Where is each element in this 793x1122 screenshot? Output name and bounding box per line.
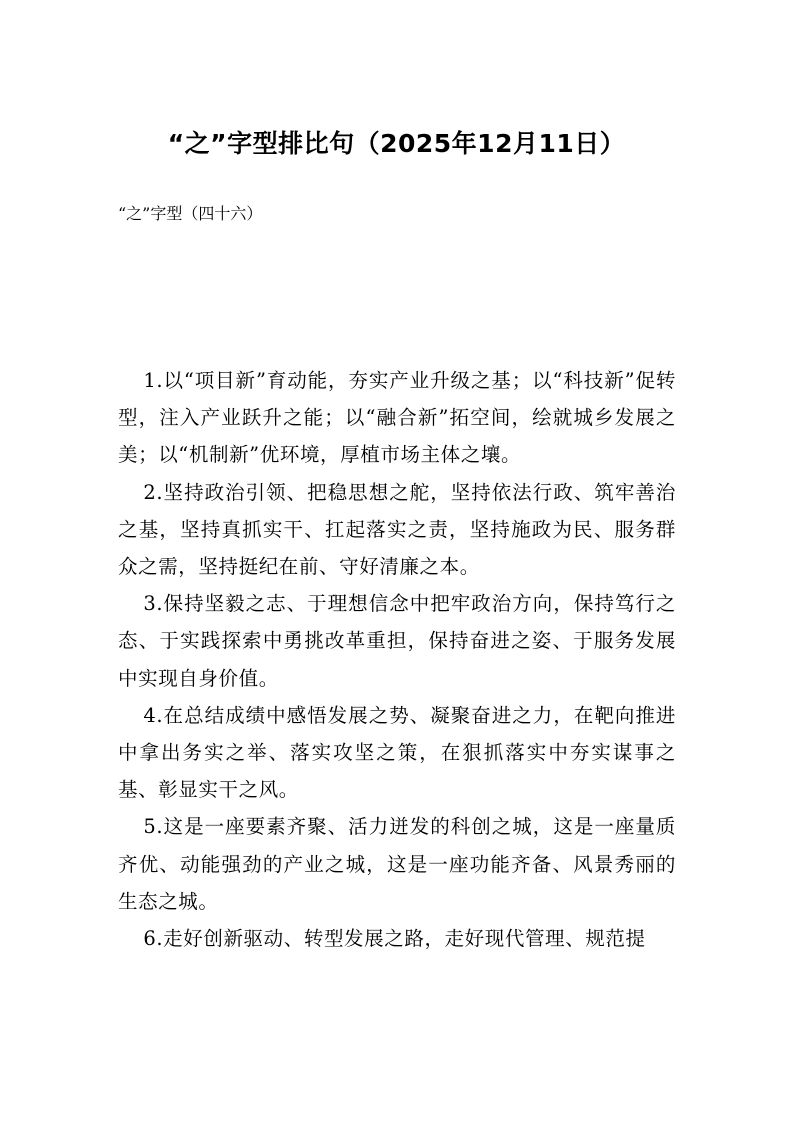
paragraph-4: 4.在总结成绩中感悟发展之势、凝聚奋进之力，在靶向推进中拿出务实之举、落实攻坚之策，在狠抓落实中夯实谋事之基、彰显实干之风。 [118, 703, 676, 802]
document-body [118, 362, 676, 957]
document-title: “之”字型排比句（2025年12月11日） [167, 129, 626, 158]
paragraph-3: 3.保持坚毅之志、于理想信念中把牢政治方向，保持笃行之态、于实践探索中勇挑改革重担，保持奋进之姿、于服务发展中实现自身价值。 [118, 592, 676, 690]
paragraph-2: 2.坚持政治引领、把稳思想之舵，坚持依法行政、筑牢善治之基，坚持真抓实干、扛起落实之责，坚持施政为民、服务群众之需，坚持挺纪在前、守好清廉之本。 [118, 480, 676, 579]
document-subtitle: “之”字型（四十六） [118, 204, 263, 223]
paragraph-1: 1.以“项目新”育动能，夯实产业升级之基；以“科技新”促转型，注入产业跃升之能；以“融合新”拓空间，绘就城乡发展之美；以“机制新”优环境，厚植市场主体之壤。 [118, 369, 676, 467]
paragraph-5: 5.这是一座要素齐聚、活力迸发的科创之城，这是一座量质齐优、动能强劲的产业之城，这是一座功能齐备、风景秀丽的生态之城。 [118, 815, 676, 913]
paragraph-6: 6.走好创新驱动、转型发展之路，走好现代管理、规范提 [143, 927, 646, 951]
